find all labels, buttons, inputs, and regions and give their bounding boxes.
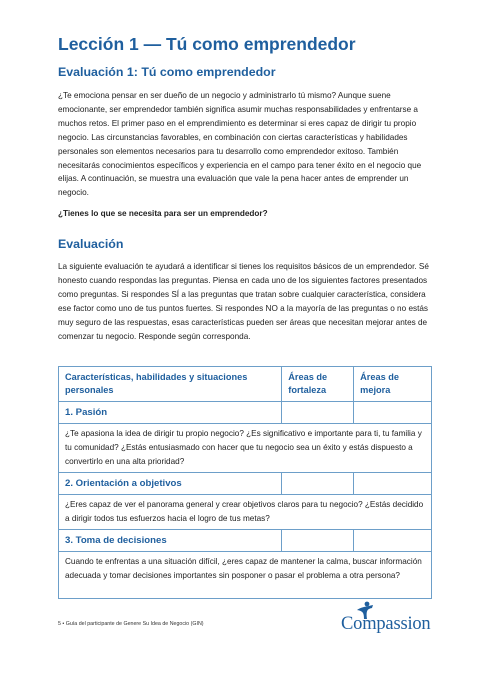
lesson-title: Lección 1 — Tú como emprendedor [58,34,356,54]
section-question: ¿Eres capaz de ver el panorama general y crear objetivos claros para tu negocio? ¿Estás decidido a dirigir todos tus esfuerzos hacia el logro de tus metas? [59,494,432,529]
improvement-cell[interactable] [354,472,432,494]
assessment-table [58,366,432,599]
section-row-goals [59,472,432,494]
question-row-passion [59,424,432,473]
question-row-decisions [59,551,432,598]
section-row-decisions [59,529,432,551]
evaluation-subheading: Evaluación [58,237,124,251]
evaluation-paragraph: La siguiente evaluación te ayudará a identificar si tienes los requisitos básicos de un emprendedor. Sé honesto cuando respondas las preguntas. Piensa en cada uno de los siguientes factores presentados como preguntas. Si respondes SÍ a las preguntas que tratan sobre cualquier característica, considera ese factor como uno de tus puntos fuertes. Si respondes NO a la mayoría de las preguntas o no estás muy seguro de las respuestas, esas características pueden ser áreas que necesitan mejorar antes de comenzar tu negocio. Responde según corresponda. [58,262,429,341]
section-title: 1. Pasión [59,402,282,424]
intro-paragraph: ¿Te emociona pensar en ser dueño de un negocio y administrarlo tú mismo? Aunque suene emocionante, ser emprendedor también significa asumir muchas responsabilidades y enfrentarse a muchos retos. El primer paso en el emprendimiento es determinar si eres capaz de dirigir tu propio negocio. Las circunstancias favorables, en combinación con ciertas características y habilidades personales son elementos necesarios para tu desarrollo como emprendedor exitoso. También necesitarás conocimientos específicos y experiencia en el campo para tener éxito en el negocio que elijas. A continuación, se muestra una evaluación que vale la pena hacer antes de emprender un negocio. [58,91,422,198]
strength-cell[interactable] [282,472,354,494]
logo-text: Compassion [341,614,431,634]
page-footer: 5 • Guía del participante de Genere Su Idea de Negocio (GIN) [58,621,204,627]
section-title: 2. Orientación a objetivos [59,472,282,494]
table-header-row [59,367,432,402]
strength-cell[interactable] [282,402,354,424]
section-question: Cuando te enfrentas a una situación difícil, ¿eres capaz de mantener la calma, buscar información adecuada y tomar decisiones importantes sin posponer o pasar el problema a otra persona? [59,551,432,598]
strength-cell[interactable] [282,529,354,551]
header-improvement: Áreas de mejora [354,367,432,402]
improvement-cell[interactable] [354,402,432,424]
header-characteristics: Características, habilidades y situaciones personales [59,367,282,402]
improvement-cell[interactable] [354,529,432,551]
section-row-passion [59,402,432,424]
key-question: ¿Tienes lo que se necesita para ser un emprendedor? [58,209,268,218]
section-title: 3. Toma de decisiones [59,529,282,551]
evaluation-heading: Evaluación 1: Tú como emprendedor [58,65,276,79]
compassion-logo [341,601,436,639]
question-row-goals [59,494,432,529]
section-question: ¿Te apasiona la idea de dirigir tu propio negocio? ¿Es significativo e importante para ti, tu familia y tu comunidad? ¿Estás entusiasmado con hacer que tu negocio sea un éxito y estás dispuesto a convertirlo en una alta prioridad? [59,424,432,473]
header-strengths: Áreas de fortaleza [282,367,354,402]
